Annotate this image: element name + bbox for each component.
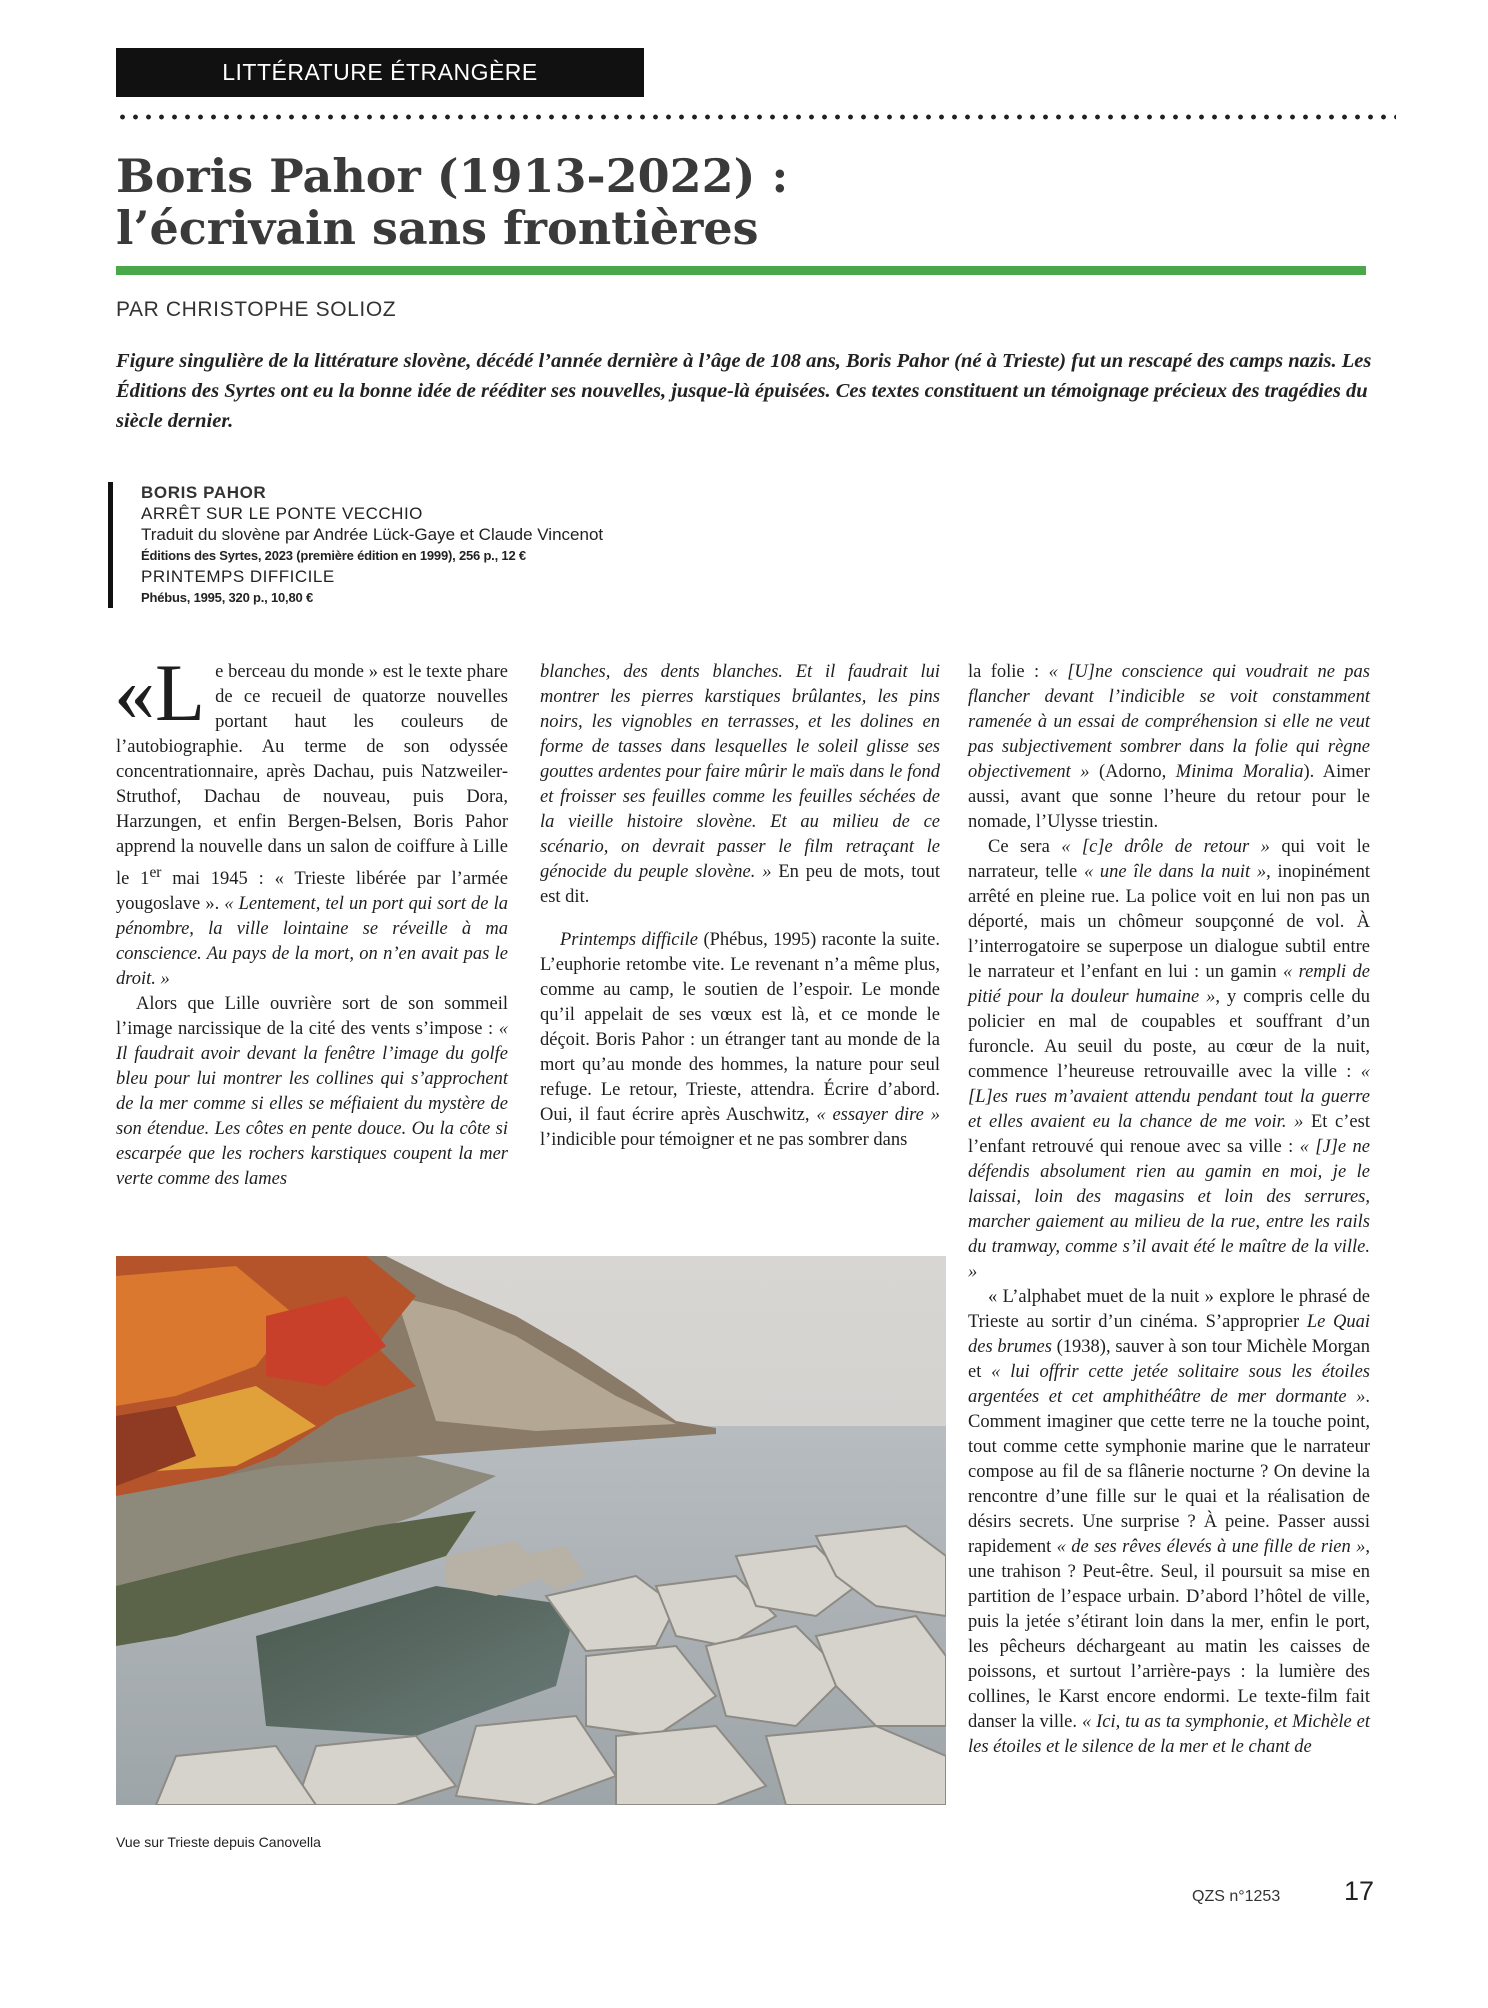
magazine-issue: QZS n°1253 xyxy=(1192,1888,1281,1905)
text: , y compris celle du policier en mal de coupables et souffrant d’un furoncle. Au seuil du poste, au cœur de la nuit, commence l’heureuse retrouvaille avec la ville : xyxy=(968,987,1371,1082)
text: (1938), sauver à son tour Michèle Morgan et xyxy=(968,1337,1370,1382)
byline: PAR CHRISTOPHE SOLIOZ xyxy=(116,298,397,321)
quote: « lui offrir cette jetée solitaire sous les étoiles argentées et cet amphithéâtre de mer dormante » xyxy=(968,1362,1370,1407)
photo-caption: Vue sur Trieste depuis Canovella xyxy=(116,1834,321,1850)
text: Et c’est l’enfant retrouvé qui renoue avec sa ville : xyxy=(968,1112,1370,1157)
reference-book2-details: Phébus, 1995, 320 p., 10,80 € xyxy=(141,590,313,605)
trieste-coast-photo xyxy=(116,1256,946,1805)
text: l’indicible pour témoigner et ne pas sombrer dans xyxy=(540,1130,908,1150)
quote: « Il faudrait avoir devant la fenêtre l’image du golfe bleu pour lui montrer les collines qui s’approchent de la mer comme si elles se méfiaient du mystère de son étendue. Les côtes en pente douce. Ou la côte si escarpée que les rochers karstiques coupent la mer verte comme des lames xyxy=(116,1019,508,1190)
text: Alors que Lille ouvrière sort de son sommeil l’image narcissique de la cité des vents s’impose : xyxy=(116,994,508,1040)
paragraph xyxy=(968,835,1370,1285)
text: , une trahison ? Peut-être. Seul, il poursuit sa mise en partition de l’espace urbain. D’abord l’hôtel de ville, puis la jetée s’étirant loin dans la mer, enfin le port, les pêcheurs déchargeant au matin les caisses de poissons, et surtout l’arrière-pays : la lumière des collines, le Karst encore endormi. Le texte-film fait danser la ville. xyxy=(968,1537,1370,1732)
paragraph xyxy=(540,660,940,910)
text: ). Aimer aussi, avant que sonne l’heure du retour pour le nomade, l’Ulysse triestin. xyxy=(968,762,1370,832)
quote: « de ses rêves élevés à une fille de rien » xyxy=(1056,1537,1366,1557)
drop-cap: «L xyxy=(114,647,206,738)
page-number: 17 xyxy=(1344,1876,1375,1906)
quote: « [L]es rues m’avaient attendu pendant tout la guerre et elles avaient eu la chance de me voir. » xyxy=(968,1062,1370,1132)
dotted-divider xyxy=(116,114,1396,120)
film-title-inline: Le Quai des brumes xyxy=(968,1312,1371,1357)
rubric-label: LITTÉRATURE ÉTRANGÈRE xyxy=(222,59,538,85)
quote: « rempli de pitié pour la douleur humaine » xyxy=(968,962,1371,1007)
text-superscript: er xyxy=(149,864,162,881)
paragraph xyxy=(968,660,1370,835)
text: e berceau du monde » est le texte phare de ce recueil de quatorze nouvelles portant haut les couleurs de l’autobiographie. Au terme de son odyssée concentrationnaire, après Dachau, puis Natzweiler-Struthof, Dachau de nouveau, puis Dora, Harzungen, et enfin Bergen-Belsen, Boris Pahor apprend la nouvelle dans un salon de coiffure à Lille le 1 xyxy=(116,662,508,890)
text: « L’alphabet muet de la nuit » explore le phrasé de Trieste au sortir d’un cinéma. S’approprier xyxy=(968,1287,1370,1332)
reference-book1-title: ARRÊT SUR LE PONTE VECCHIO xyxy=(141,504,423,523)
paragraph xyxy=(540,928,940,1153)
text: qui voit le narrateur, telle xyxy=(968,837,1370,882)
text: . Comment imaginer que cette terre ne la touche point, tout comme cette symphonie marine que le narrateur compose au fil de sa flânerie nocturne ? On devine la rencontre d’une fille sur le quai et la réalisation de désirs secrets. Une surprise ? À peine. Passer aussi rapidement xyxy=(968,1387,1370,1557)
reference-author: BORIS PAHOR xyxy=(141,483,267,502)
text: Ce sera xyxy=(988,837,1062,857)
article-column-3 xyxy=(968,660,1370,1760)
reference-book1-translation: Traduit du slovène par Andrée Lück-Gaye et Claude Vincenot xyxy=(141,525,604,544)
text: mai 1945 : « Trieste libérée par l’armée yougoslave ». xyxy=(116,869,508,915)
quote: « [c]e drôle de retour » xyxy=(1061,837,1270,857)
text: (Adorno, xyxy=(1089,762,1176,782)
book-title-inline: Printemps difficile xyxy=(560,930,699,950)
paragraph xyxy=(968,1285,1370,1760)
text: la folie : xyxy=(968,662,1049,682)
section-rubric xyxy=(116,48,644,97)
quote: « essayer dire » xyxy=(816,1105,940,1125)
standfirst: Figure singulière de la littérature slovène, décédé l’année dernière à l’âge de 108 ans, Boris Pahor (né à Trieste) fut un rescapé des camps nazis. Les Éditions des Syrtes ont eu la bonne idée de rééditer ses nouvelles, jusque-là épuisées. Ces textes constituent un témoignage précieux des tragédies du siècle dernier. xyxy=(116,350,1372,432)
quote: « Lentement, tel un port qui sort de la pénombre, la ville lointaine se réveille à ma conscience. Au pays de la mort, on n’en avait pas le droit. » xyxy=(116,894,508,990)
reference-book1-details: Éditions des Syrtes, 2023 (première édition en 1999), 256 p., 12 € xyxy=(141,548,526,563)
article-column-1 xyxy=(114,647,508,1192)
text: En peu de mots, tout est dit. xyxy=(540,862,940,907)
text: (Phébus, 1995) raconte la suite. L’euphorie retombe vite. Le revenant n’a même plus, comme au camp, le soutien de l’espoir. Le monde qu’il appelait de ses vœux est là, et ce monde le déçoit. Boris Pahor : un étranger tant au monde de la mort qu’au monde des hommes, la nature pour seul refuge. Le retour, Trieste, attendra. Écrire d’abord. Oui, il faut écrire après Auschwitz, xyxy=(540,930,941,1125)
reference-book2-title: PRINTEMPS DIFFICILE xyxy=(141,567,335,586)
book-title-inline: Minima Moralia xyxy=(1175,762,1304,782)
article-column-2 xyxy=(540,660,940,1153)
title-line-2: l’écrivain sans frontières xyxy=(116,201,759,255)
article-title xyxy=(116,150,1366,254)
quote: « [U]ne conscience qui voudrait ne pas flancher devant l’indicible se voit constamment ramenée à un essai de compréhension si elle ne veut pas subjectivement sombrer dans la folie qui règne objectivement » xyxy=(968,662,1370,782)
quote: blanches, des dents blanches. Et il faudrait lui montrer les pierres karstiques brûlantes, les pins noirs, les vignobles en terrasses, et les dolines en forme de tasses dans lesquelles le soleil glisse ses gouttes ardentes pour faire mûrir le maïs dans le fond et froisser ses feuilles comme les feuilles séchées de la vieille histoire slovène. Et au milieu de ce scénario, on devrait passer le film retraçant le génocide du peuple slovène. » xyxy=(540,662,940,882)
quote: « Ici, tu as ta symphonie, et Michèle et les étoiles et le silence de la mer et le chant de xyxy=(968,1712,1371,1757)
book-reference-box xyxy=(108,482,1008,608)
quote: « [J]e ne défendis absolument rien au gamin en moi, je le laissai, loin des magasins et loin des serrures, marcher gaiement au milieu de la rue, entre les rails du tramway, comme s’il avait été le maître de la ville. » xyxy=(968,1137,1370,1282)
quote: « une île dans la nuit » xyxy=(1083,862,1267,882)
paragraph xyxy=(114,647,508,992)
text: , inopinément arrêté en pleine rue. La police voit en lui non pas un déporté, mais un chômeur soupçonné de vol. À l’interrogatoire se superpose un dialogue subtil entre le narrateur et l’enfant en lui : un gamin xyxy=(968,862,1371,982)
title-line-1: Boris Pahor (1913-2022) : xyxy=(116,149,789,203)
paragraph xyxy=(116,992,508,1192)
title-underline xyxy=(116,266,1366,275)
